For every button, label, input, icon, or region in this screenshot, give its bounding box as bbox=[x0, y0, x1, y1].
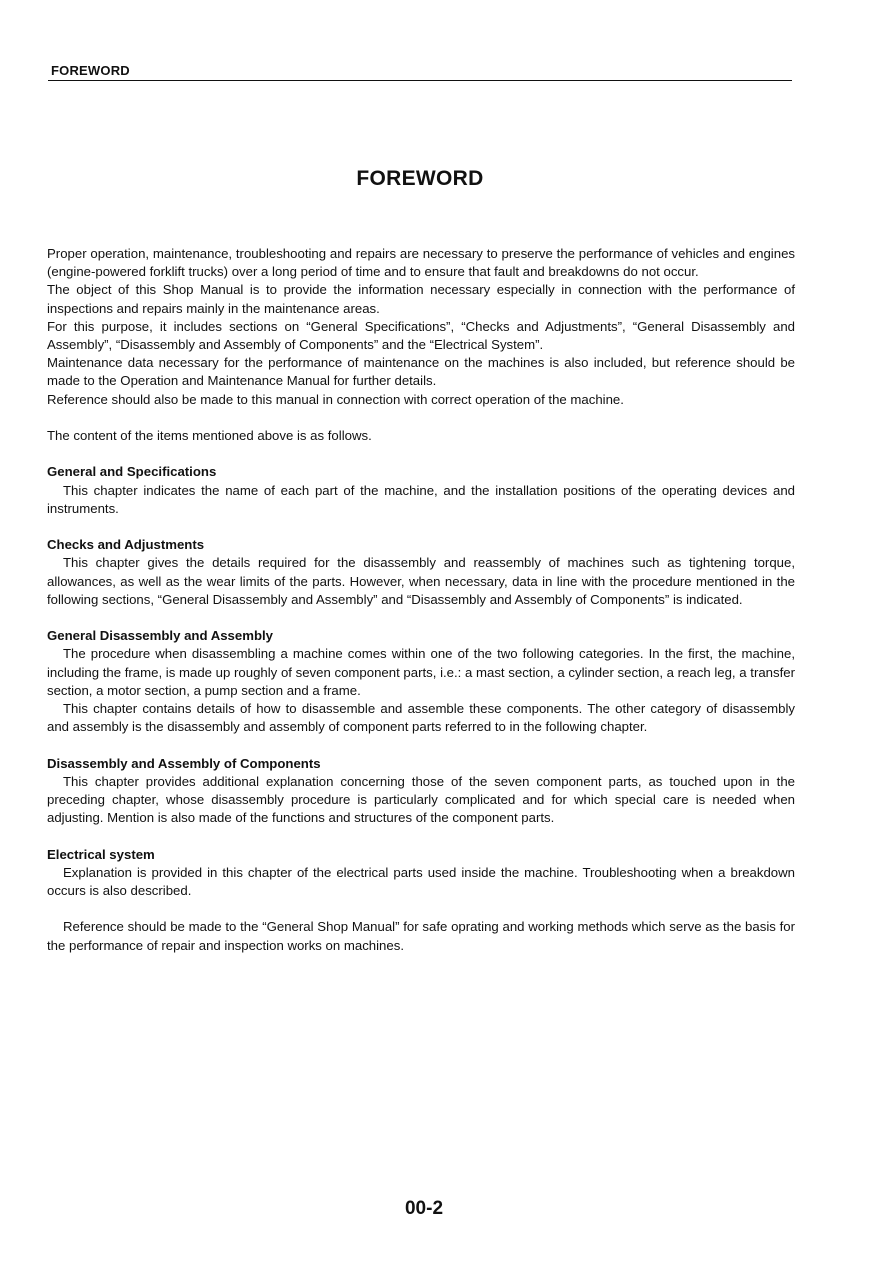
section-paragraph: This chapter provides additional explanation concerning those of the seven component parts, as touched upon in the preceding chapter, whose disassembly procedure is particularly complicated and for which special care is needed when adjusting. Mention is also made of the functions and structures of the component parts. bbox=[47, 773, 795, 826]
section-paragraph: This chapter contains details of how to disassemble and assemble these components. The other category of disassembly and assembly is the disassembly and assembly of component parts referred to in the following chapter. bbox=[47, 701, 795, 735]
section-title: General and Specifications bbox=[47, 464, 217, 480]
section-electrical-system bbox=[47, 846, 795, 901]
content-lead: The content of the items mentioned above is as follows. bbox=[47, 428, 372, 444]
intro-paragraph-5: Reference should also be made to this manual in connection with correct operation of the machine. bbox=[47, 391, 624, 407]
section-paragraph: The procedure when disassembling a machine comes within one of the two following categories. In the first, the machine, including the frame, is made up roughly of seven component parts, i.e.: a mast section, a cylinder section, a reach leg, a transfer section, a motor section, a pump section and a frame. bbox=[47, 646, 795, 698]
section-title: Electrical system bbox=[47, 846, 155, 862]
section-component-disassembly bbox=[47, 755, 795, 828]
section-title: Checks and Adjustments bbox=[47, 537, 205, 553]
section-general-specifications bbox=[47, 463, 795, 518]
section-checks-adjustments bbox=[47, 536, 795, 609]
intro-paragraph-1: Proper operation, maintenance, troubleshooting and repairs are necessary to preserve the performance of vehicles and engines (engine-powered forklift trucks) over a long period of time and to ensure that fault and breakdowns do not occur. bbox=[47, 246, 795, 280]
intro-paragraph-2: The object of this Shop Manual is to provide the information necessary especially in connection with the performance of inspections and repairs mainly in the maintenance areas. bbox=[47, 282, 795, 316]
section-paragraph: This chapter gives the details required for the disassembly and reassembly of machines such as tightening torque, allowances, as well as the wear limits of the parts. However, when necessary, data in line with the procedure mentioned in the following sections, “General Disassembly and Assembly” and “Disassembly and Assembly of Components” is indicated. bbox=[47, 555, 795, 607]
page-number: 00-2 bbox=[404, 1198, 444, 1219]
intro-paragraph-4: Maintenance data necessary for the performance of maintenance on the machines is also included, but reference should be made to the Operation and Maintenance Manual for further details. bbox=[47, 355, 795, 389]
section-paragraph: Explanation is provided in this chapter of the electrical parts used inside the machine. Troubleshooting when a breakdown occurs is also described. bbox=[47, 864, 795, 899]
section-title: General Disassembly and Assembly bbox=[47, 628, 274, 644]
section-general-disassembly bbox=[47, 627, 795, 736]
header-rule bbox=[48, 80, 792, 81]
section-paragraph: This chapter indicates the name of each part of the machine, and the installation positions of the operating devices and instruments. bbox=[47, 482, 795, 516]
closing-paragraph: Reference should be made to the “General Shop Manual” for safe oprating and working methods which serve as the basis for the performance of repair and inspection works on machines. bbox=[47, 919, 795, 953]
section-title: Disassembly and Assembly of Components bbox=[47, 755, 321, 771]
running-header: FOREWORD bbox=[51, 63, 130, 78]
page-title: FOREWORD bbox=[356, 167, 484, 190]
body-content bbox=[47, 245, 795, 955]
intro-paragraph-3: For this purpose, it includes sections on “General Specifications”, “Checks and Adjustments”, “General Disassembly and Assembly”, “Disassembly and Assembly of Components” and the “Electrical System”. bbox=[47, 318, 795, 353]
